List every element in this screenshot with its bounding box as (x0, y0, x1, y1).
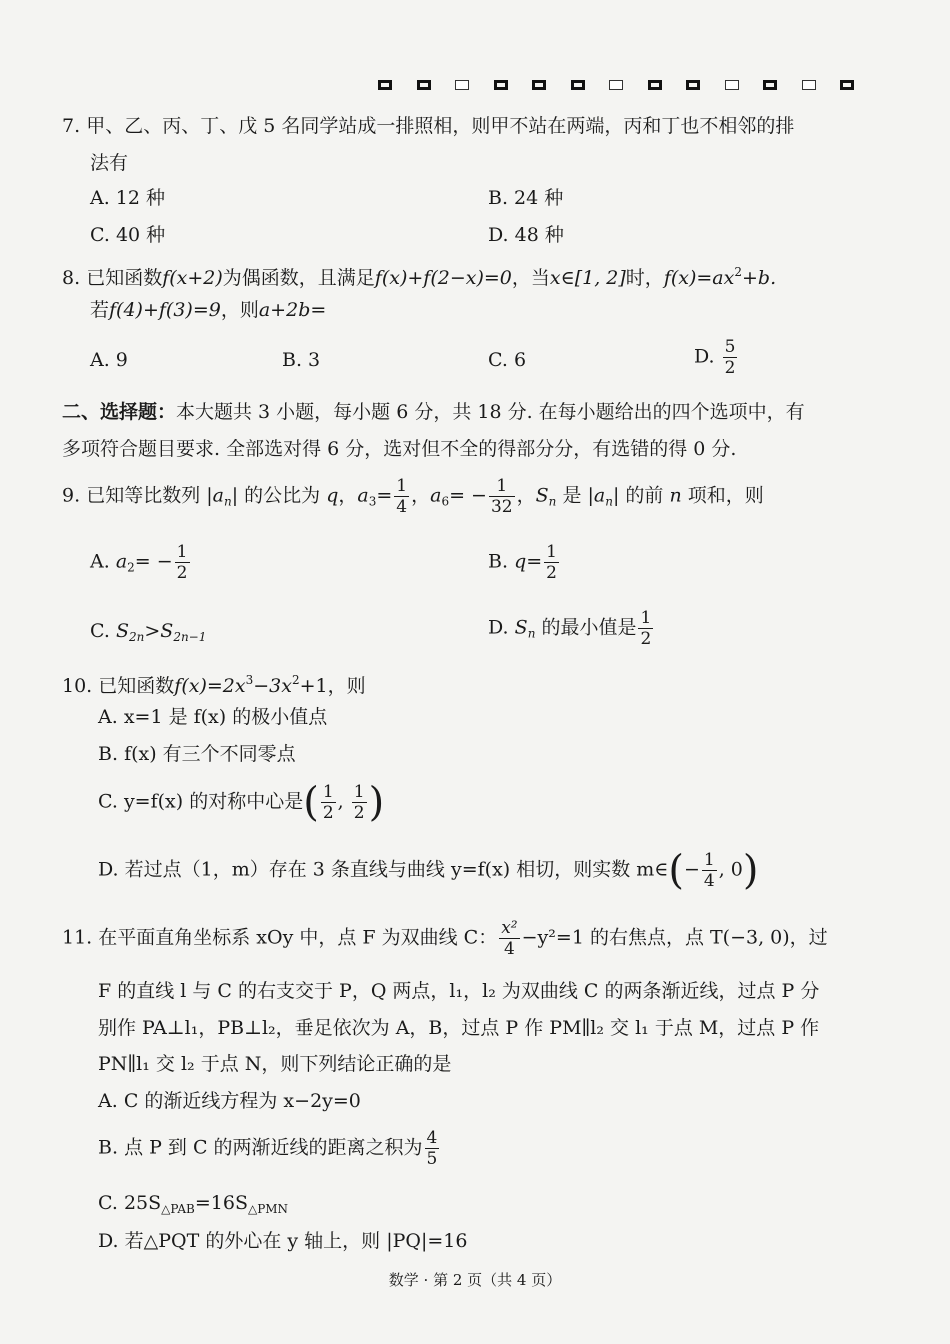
alignment-mark (532, 80, 546, 90)
q8-stem: 8. 已知函数f(x+2)为偶函数，且满足f(x)+f(2−x)=0，当x∈[1, 2]时，$f(x)=ax^2+b$. (62, 265, 777, 289)
q11-option-d: D. 若△PQT 的外心在 y 轴上，则 |PQ|=16 (98, 1230, 468, 1252)
q11-stem: 11. 在平面直角坐标系 xOy 中，点 F 为双曲线 C： $\frac{\text{x²}}{4}$ −y²=1 的右焦点，点 T(−3, 0)，过 (62, 918, 828, 959)
page-footer: 数学 · 第 2 页（共 4 页） (388, 1271, 562, 1289)
q11-option-b: B. 点 P 到 C 的两渐近线的距离之积为 $\frac{4}{5}$ (98, 1128, 438, 1169)
q9-stem: 9. 已知等比数列 $|a_n|$ 的公比为 q，$a_3=$ $\frac{1}{4}$ ，$a_6=$ − $\frac{1}{32}$ ，$S_n$ 是 $|a_n|$ 的前 n 项和，则 (62, 476, 764, 517)
q11-option-c: C. $25S_{\triangle PAB}=16S_{\triangle PMN}$ (98, 1192, 289, 1216)
q7-option-c: C. 40 种 (90, 224, 166, 246)
section2-instructions: 多项符合题目要求. 全部选对得 6 分，选对但不全的得部分分，有选错的得 0 分. (62, 438, 737, 460)
q10-option-b: B. f(x) 有三个不同零点 (98, 743, 296, 765)
alignment-mark (725, 80, 739, 90)
q11-option-a: A. C 的渐近线方程为 x−2y=0 (98, 1090, 361, 1112)
q7-stem: 7. 甲、乙、丙、丁、戊 5 名同学站成一排照相，则甲不站在两端，丙和丁也不相邻的排 (62, 115, 795, 137)
alignment-mark (417, 80, 431, 90)
alignment-mark (686, 80, 700, 90)
q9-option-c: C. $S_{2n}>S_{2n-1}$ (90, 620, 207, 644)
q10-option-c: C. y=f(x) 的对称中心是( $\frac{1}{2}$ , $\frac{1}{2}$ ) (98, 779, 385, 826)
alignment-mark (494, 80, 508, 90)
q7-option-a: A. 12 种 (90, 187, 166, 209)
q8-option-c: C. 6 (488, 349, 527, 371)
alignment-mark (802, 80, 816, 90)
q10-option-a: A. x=1 是 f(x) 的极小值点 (98, 706, 328, 728)
alignment-mark (455, 80, 469, 90)
q9-option-b: B. q= $\frac{1}{2}$ (488, 542, 557, 583)
alignment-mark (763, 80, 777, 90)
q11-stem-line2: F 的直线 l 与 C 的右支交于 P，Q 两点，l₁，l₂ 为双曲线 C 的两条渐近线，过点 P 分 (98, 980, 820, 1002)
section2-heading: 二、选择题：本大题共 3 小题，每小题 6 分，共 18 分. 在每小题给出的四个选项中，有 (62, 401, 805, 423)
q8-option-d: D. $\frac{5}{2}$ (694, 337, 736, 378)
q11-stem-line3: 别作 PA⊥l₁，PB⊥l₂，垂足依次为 A，B，过点 P 作 PM∥l₂ 交 l₁ 于点 M，过点 P 作 (98, 1017, 820, 1039)
alignment-mark (378, 80, 392, 90)
alignment-mark (648, 80, 662, 90)
alignment-mark (840, 80, 854, 90)
q10-stem: 10. 已知函数$f(x)=2x^3-3x^2+1$，则 (62, 673, 366, 697)
q8-option-a: A. 9 (90, 349, 128, 371)
q7-option-b: B. 24 种 (488, 187, 564, 209)
q10-option-d: D. 若过点（1，m）存在 3 条直线与曲线 y=f(x) 相切，则实数 m∈(− $\frac{1}{4}$ , 0) (98, 847, 759, 894)
q11-stem-line4: PN∥l₁ 交 l₂ 于点 N，则下列结论正确的是 (98, 1053, 452, 1075)
q9-option-d: D. $S_n$ 的最小值是 $\frac{1}{2}$ (488, 608, 652, 649)
q8-option-b: B. 3 (282, 349, 321, 371)
q7-option-d: D. 48 种 (488, 224, 564, 246)
alignment-mark (571, 80, 585, 90)
alignment-mark (609, 80, 623, 90)
q7-stem-cont: 法有 (90, 152, 129, 174)
q8-stem-cont: 若f(4)+f(3)=9，则a+2b= (90, 299, 327, 321)
q9-option-a: A. $a_2=$ − $\frac{1}{2}$ (90, 542, 188, 583)
